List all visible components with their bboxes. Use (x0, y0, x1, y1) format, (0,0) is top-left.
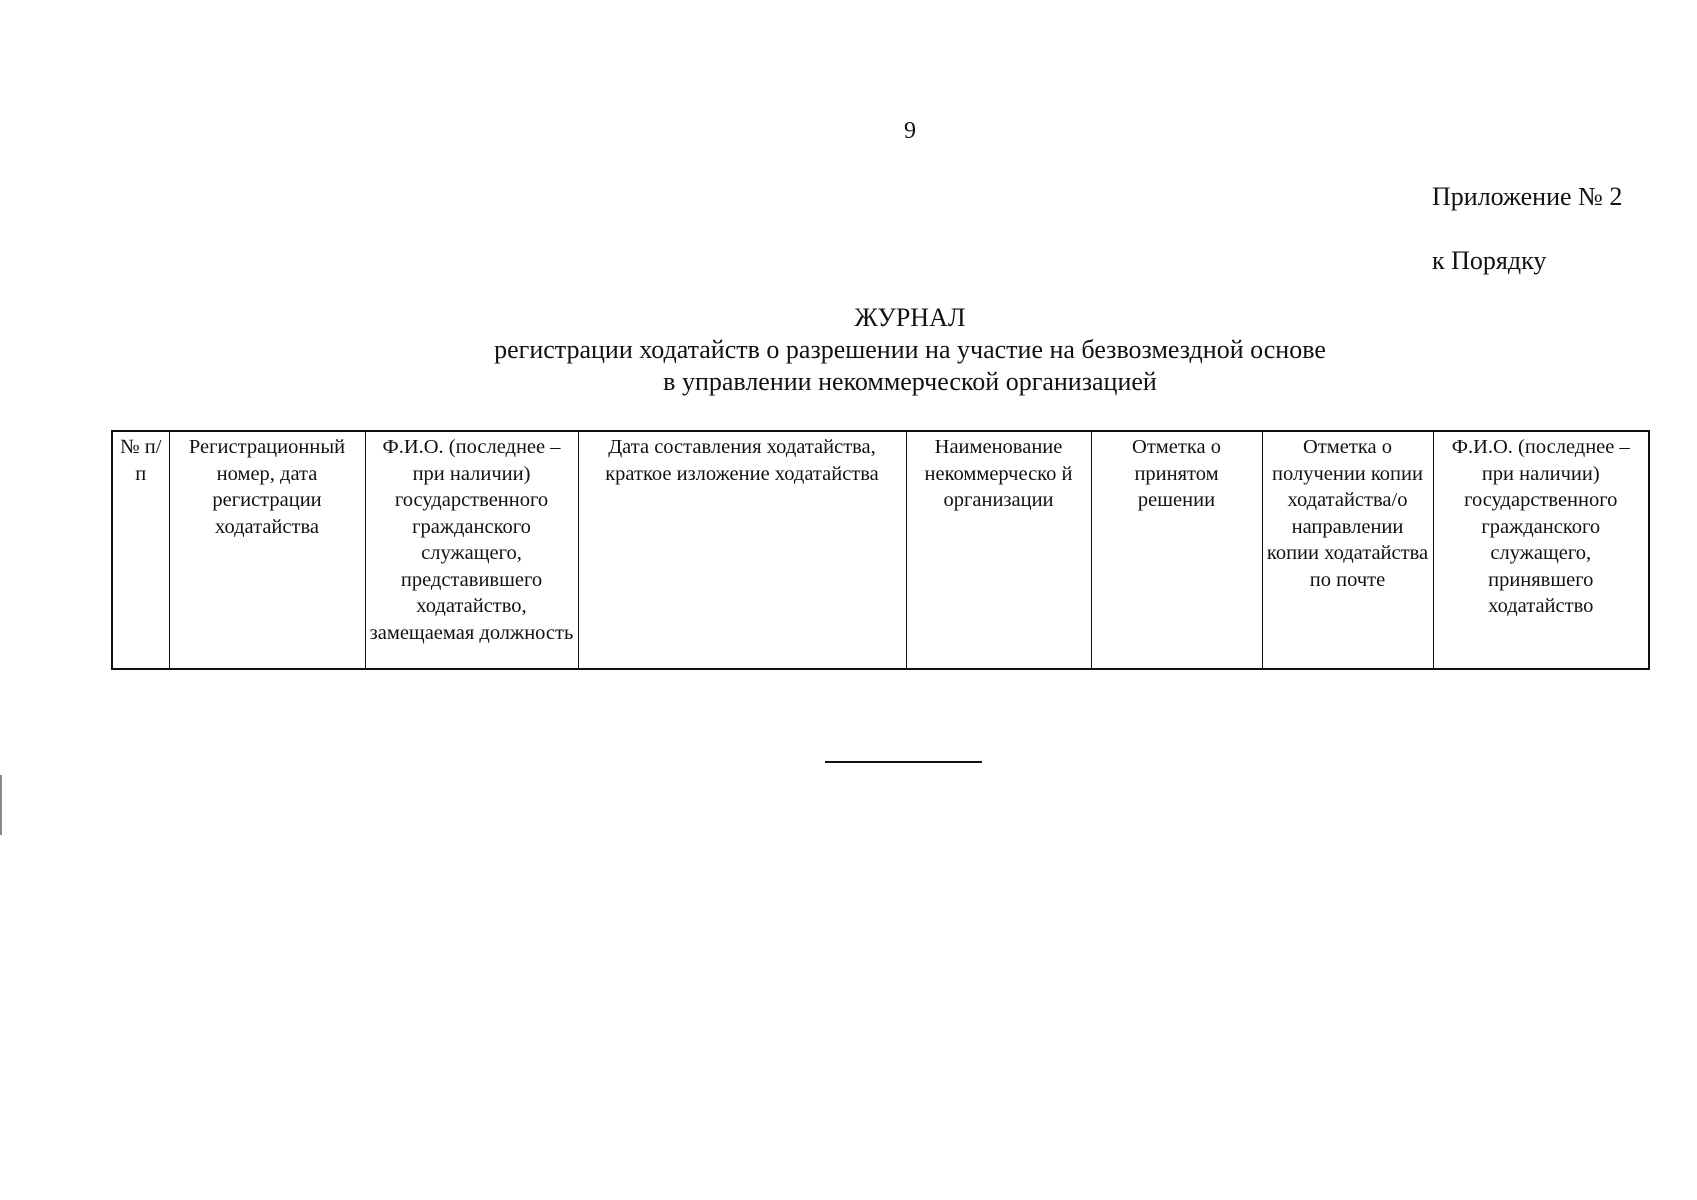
end-separator-line (825, 761, 982, 763)
column-header-organization: Наименование некоммерческо й организации (906, 431, 1091, 669)
title-heading: ЖУРНАЛ (854, 303, 966, 332)
journal-table (111, 430, 1650, 670)
appendix-reference: к Порядку (1432, 246, 1547, 275)
column-header-decision: Отметка о принятом решении (1091, 431, 1262, 669)
column-header-copy-receipt: Отметка о получении копии ходатайства/о направлении копии ходатайства по почте (1262, 431, 1433, 669)
scan-edge-mark (0, 775, 2, 835)
column-header-submitter: Ф.И.О. (последнее – при наличии) государственного гражданского служащего, представившего ходатайство, замещаемая должность (365, 431, 578, 669)
column-header-number: № п/п (112, 431, 169, 669)
table-header-row (112, 431, 1649, 669)
column-header-registration: Регистрационный номер, дата регистрации ходатайства (169, 431, 365, 669)
page-number: 9 (904, 118, 916, 144)
column-header-receiver: Ф.И.О. (последнее – при наличии) государственного гражданского служащего, принявшего ходатайство (1433, 431, 1649, 669)
document-title (0, 302, 1697, 398)
appendix-label: Приложение № 2 (1432, 182, 1623, 211)
title-line-2: в управлении некоммерческой организацией (663, 367, 1157, 396)
column-header-date-summary: Дата составления ходатайства, краткое изложение ходатайства (578, 431, 906, 669)
title-line-1: регистрации ходатайств о разрешении на участие на безвозмездной основе (494, 335, 1326, 364)
